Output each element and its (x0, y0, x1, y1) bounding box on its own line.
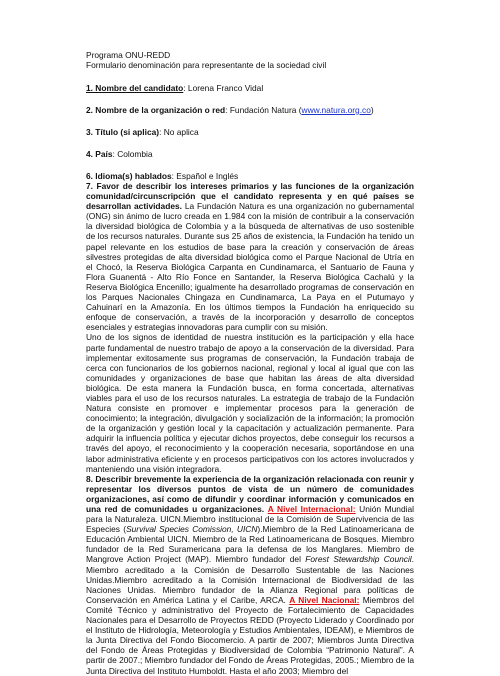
question-3-value: No aplica (163, 127, 199, 137)
q8-text-4: Miembros del Comité Técnico y administrativo del Proyecto de Fortalecimiento de Capacidades Nacionales para el Desarrollo de Proyectos REDD (Proyecto Liderado y Coordinado por el Instituto de Hidrología, Meteorología y Estudios Ambientales, IDEAM), e Miembros de la Junta Directiva del Fondo Biocomercio. A partir de 2007; Miembros Junta Directiva del Fondo de Áreas Protegidas y Biodiversidad de Colombia “Patrimonio Natural”. A partir de 2007.; Miembro fundador del Fondo de Áreas Protegidas, 2005.; Miembro de la Junta Directiva del Instituto Humboldt. Hasta el año 2003; Miembro del (86, 594, 415, 676)
question-4 (86, 149, 414, 159)
question-8-paragraph (86, 474, 414, 676)
document-page (86, 50, 414, 676)
national-level-label: A Nivel Nacional: (289, 594, 360, 605)
international-level-label: A Nivel Internacional: (267, 504, 356, 514)
question-1 (86, 83, 414, 93)
question-3-sep: : (159, 127, 164, 137)
question-4-label: 4. País (86, 149, 113, 159)
question-1-value: Lorena Franco Vidal (187, 83, 264, 93)
question-7-paragraph-2: Uno de los signos de identidad de nuestra institución es la participación y ella hace parte fundamental de nuestro trabajo de apoyo a la conservación de la diversidad. Para implementar exitosamente sus programas de conservación, la Fundación trabaja de cerca con funcionarios de los gobiernos nacional, regional y local al igual que con las comunidades y organizaciones de base que habitan las áreas de alta diversidad biológica. De esta manera la Fundación busca, en forma concertada, alternativas viables para el uso de los recursos naturales. La estrategia de trabajo de la Fundación Natura consiste en promover e implementar procesos para la generación de conocimiento; la integración, divulgación y socialización de la información; la promoción de la organización y gestión local y la capacitación y actualización permanente. Para adquirir la influencia política y ejecutar dichos proyectos, debe conseguir los recursos a través del apoyo, el reconocimiento y la cooperación necesaria, soportándose en una labor administrativa eficiente y en procesos participativos con los actores involucrados y manteniendo una visión integradora. (86, 332, 414, 474)
question-2-label: 2. Nombre de la organización o red (86, 105, 226, 115)
program-title: Programa ONU-REDD (86, 50, 171, 60)
question-6 (86, 171, 414, 181)
question-1-label: 1. Nombre del candidato (86, 83, 184, 93)
question-2-after: ) (370, 105, 374, 115)
question-4-value: Colombia (117, 149, 153, 159)
question-1-sep: : (183, 83, 188, 93)
organization-website-link[interactable]: www.natura.org.co (301, 105, 371, 115)
question-3 (86, 127, 414, 137)
question-6-sep: : (171, 171, 177, 181)
q8-italic-2: Forest Stewardship Council (305, 554, 412, 565)
form-subtitle: Formulario denominación para representante de la sociedad civil (86, 60, 327, 70)
q8-text-3: . Miembro acreditado a la Comisión de Desarrollo Sustentable de las Naciones Unidas.Miembro acreditado a la Comisión Internacional de Biodiversidad de las Naciones Unidas. Miembro fundador de la Alianza Regional para políticas de Conservación en América Latina y el Caribe, ARCA. (86, 554, 414, 605)
q8-text-1: Unión Mundial para la Naturaleza. UICN.Miembro institucional de la Comisión de Supervivencia de las Especies ( (86, 504, 414, 535)
question-2-sep: : (225, 105, 230, 115)
question-7-heading: 7. Favor de describir los intereses primarios y las funciones de la organización comunidad/circunscripción que el candidato representa y en qué países se desarrollan actividades. (86, 181, 414, 212)
question-7-paragraph-1 (86, 181, 414, 332)
q8-italic-1: Survival Species Comission, UICN (126, 524, 258, 535)
question-2 (86, 105, 414, 115)
q8-text-2: ).Miembro de la Red Latinoamericana de Educación Ambiental UICN. Miembro de la Red Latinoamericana de Bosques. Miembro fundador de la Red Suramericana para la defensa de los Manglares. Miembro de Mangrove Action Project (MAP). Miembro fundador del (86, 524, 414, 565)
question-4-sep: : (112, 149, 118, 159)
question-6-label: 6. Idioma(s) hablados (86, 171, 172, 181)
question-3-label: 3. Título (si aplica) (86, 127, 160, 137)
question-2-value: Fundación Natura ( (229, 105, 302, 115)
question-6-value: Español e Inglés (176, 171, 239, 181)
question-8-heading: 8. Describir brevemente la experiencia de la organización relacionada con reunir y representar los diversos puntos de vista de un número de comunidades organizaciones, así como de difundir y coordinar información y comunicados en una red de comunidades u organizaciones. (86, 473, 414, 514)
question-7-text-1: La Fundación Natura es una organización no gubernamental (ONG) sin ánimo de lucro creada en 1.984 con la misión de contribuir a la conservación la diversidad biológica de Colombia y a la búsqueda de alternativas de uso sostenible de los recursos naturales. Durante sus 25 años de existencia, la Fundación ha tenido un papel relevante en los estudios de base para la creación y conservación de áreas silvestres protegidas de alta diversidad biológica como el Parque Nacional de Utría en el Chocó, la Reserva Biológica Carpanta en Cundinamarca, el Santuario de Fauna y Flora Guanentá - Alto Río Fonce en Santander, la Reserva Biológica Cachalú y la Reserva Biológica Encenillo; igualmente ha desarrollado programas de conservación en los Parques Nacionales Chingaza en Cundinamarca, La Paya en el Putumayo y Cahuinarí en la Amazonía. En los últimos tiempos la Fundación ha enriquecido su enfoque de conservación, a través de la incorporación y desarrollo de conceptos esenciales y estrategias innovadoras para cumplir con su misión. (86, 201, 414, 333)
